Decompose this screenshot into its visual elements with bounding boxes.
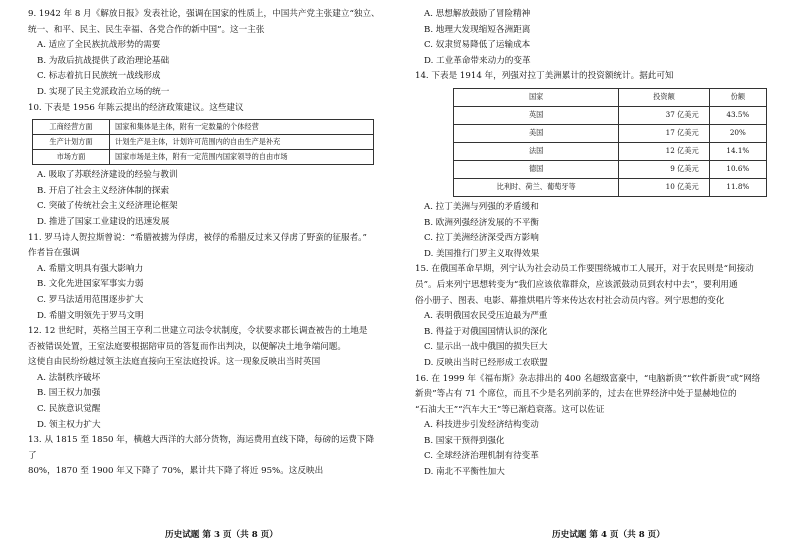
question-12: [28, 324, 380, 433]
question-12-stem-line-1: 12. 12 世纪时，英格兰国王亨利二世建立司法令状制度，令状要求郡长调查被告的土地是: [28, 326, 368, 337]
question-14: [415, 69, 767, 262]
question-15-option-d: D. 反映出当时已经形成工农联盟: [424, 357, 548, 368]
page-3-footer: 历史试题 第 3 页（共 8 页）: [165, 530, 278, 540]
table-cell: 国家市场是主体，附有一定范围内国家领导的自由市场: [110, 150, 374, 165]
question-9-stem-line-2: 统一、和平、民主、民生幸福、各党合作的新中国”。这一主张: [28, 24, 265, 35]
question-13-stem-line-1: 13. 从 1815 至 1850 年，横越大西洋的大部分货物，海运费用直线下降，每磅的运费下降了: [28, 435, 375, 461]
table-cell: 生产计划方面: [33, 135, 110, 150]
question-15-option-b: B. 得益于对俄国国情认识的深化: [424, 326, 548, 337]
table-cell: 11.8%: [709, 178, 766, 196]
table-cell: 英国: [454, 106, 619, 124]
table-cell: 10 亿美元: [619, 178, 709, 196]
question-10-stem: 10. 下表是 1956 年陈云提出的经济政策建议。这些建议: [28, 102, 244, 113]
table-cell: 法国: [454, 142, 619, 160]
question-9-option-b: B. 为敌后抗战提供了政治理论基础: [37, 55, 170, 66]
question-11-option-a: A. 希腊文明具有强大影响力: [37, 263, 144, 274]
table-header-cell: 份额: [709, 88, 766, 106]
question-14-stem: 14. 下表是 1914 年，列强对拉丁美洲累计的投资额统计。据此可知: [415, 71, 674, 82]
question-11-option-d: D. 希腊文明领先于罗马文明: [37, 310, 144, 321]
question-12-option-b: B. 国王权力加强: [37, 388, 101, 399]
table-cell: 14.1%: [709, 142, 766, 160]
table-cell: 美国: [454, 124, 619, 142]
question-16-stem-line-3: “石油大王”“汽车大王”等已渐趋衰落。这可以佐证: [415, 404, 605, 415]
question-15-stem-line-2: 员”。后来列宁思想转变为“我们应该依靠群众，应该派鼓动员到农村中去”，要利用通: [415, 279, 738, 290]
question-14-option-d: D. 美国推行门罗主义取得效果: [424, 248, 540, 259]
question-16-option-a: A. 科技进步引发经济结构变动: [424, 420, 539, 431]
table-header-cell: 投资额: [619, 88, 709, 106]
table-row: [454, 178, 767, 196]
question-13-option-a: A. 思想解放鼓励了冒险精神: [424, 9, 531, 19]
question-11: [28, 231, 380, 325]
question-12-option-c: C. 民族意识觉醒: [37, 404, 101, 415]
table-header-cell: 国家: [454, 88, 619, 106]
question-12-option-a: A. 法制秩序破坏: [37, 372, 101, 383]
question-9-option-a: A. 适应了全民族抗战形势的需要: [37, 40, 161, 51]
question-11-stem-line-1: 11. 罗马诗人贺拉斯曾说：“希腊被掳为俘虏，被俘的希腊反过来又俘虏了野蛮的征服者。”: [28, 232, 367, 243]
question-15-option-a: A. 表明俄国农民受压迫最为严重: [424, 311, 548, 322]
question-14-option-c: C. 拉丁美洲经济深受西方影响: [424, 233, 539, 244]
question-12-stem-line-3: 这使自由民纷纷越过领主法庭直接向王室法庭投诉。这一现象反映出当时英国: [28, 357, 321, 368]
question-12-stem-line-2: 否被错误处置，王室法庭要根据陪审员的答复而作出判决，以便解决土地争端问题。: [28, 341, 346, 352]
table-cell: 43.5%: [709, 106, 766, 124]
question-16-stem-line-2: 新贵”等占有 71 个席位，而且不少是名列前茅的，过去在世界经济中处于显赫地位的: [415, 389, 737, 400]
question-13-options: [415, 7, 767, 69]
question-16-option-b: B. 国家干预得到强化: [424, 435, 505, 446]
question-10: [28, 101, 380, 231]
question-9: [28, 7, 380, 101]
question-13: [28, 433, 380, 480]
question-10-option-a: A. 吸取了苏联经济建设的经验与教训: [37, 170, 178, 181]
question-10-option-c: C. 突破了传统社会主义经济理论框架: [37, 201, 178, 212]
investment-table: [453, 88, 767, 197]
question-16-stem-line-1: 16. 在 1999 年《福布斯》杂志排出的 400 名超级富豪中，“电脑新贵”“软件新贵”或“网络: [415, 373, 761, 384]
page-4-footer: 历史试题 第 4 页（共 8 页）: [552, 530, 665, 540]
table-row: [454, 106, 767, 124]
question-9-option-c: C. 标志着抗日民族统一战线形成: [37, 71, 161, 82]
question-14-option-b: B. 欧洲列强经济发展的不平衡: [424, 217, 539, 228]
table-cell: 工商经营方面: [33, 120, 110, 135]
table-cell: 12 亿美元: [619, 142, 709, 160]
table-row: [454, 142, 767, 160]
question-15-stem-line-3: 俗小册子、图表、电影、幕推烘唱片等来传达农村社会动员内容。列宁思想的变化: [415, 295, 725, 306]
question-9-stem-line-1: 9. 1942 年 8 月《解放日报》发表社论，强调在国家的性质上，中国共产党主张建立“独立、: [28, 9, 380, 19]
table-cell: 市场方面: [33, 150, 110, 165]
policy-table: [32, 119, 374, 165]
question-14-option-a: A. 拉丁美洲与列强的矛盾缓和: [424, 201, 539, 212]
table-row: [454, 124, 767, 142]
table-header-row: [454, 88, 767, 106]
table-cell: 9 亿美元: [619, 160, 709, 178]
table-cell: 37 亿美元: [619, 106, 709, 124]
table-cell: 比利时、荷兰、葡萄牙等: [454, 178, 619, 196]
table-cell: 20%: [709, 124, 766, 142]
question-16: [415, 372, 767, 481]
question-13-option-b: B. 地理大发现缩短各洲距离: [424, 24, 531, 35]
question-15-stem-line-1: 15. 在俄国革命早期，列宁认为社会动员工作要围绕城市工人展开，对于农民则是“间接动: [415, 264, 754, 275]
question-16-option-d: D. 南北不平衡性加大: [424, 467, 505, 478]
table-row: [454, 160, 767, 178]
question-13-option-d: D. 工业革命带来动力的变革: [424, 55, 531, 66]
question-15-option-c: C. 显示出一战中俄国的损失巨大: [424, 342, 548, 353]
question-13-stem-line-2: 80%，1870 至 1900 年又下降了 70%，累计共下降了将近 95%。这反映出: [28, 466, 324, 477]
question-9-option-d: D. 实现了民主党派政治立场的统一: [37, 86, 170, 97]
question-16-option-c: C. 全球经济治理机制有待变革: [424, 451, 539, 462]
table-row: [33, 120, 374, 135]
page-3-column: [28, 7, 380, 480]
question-10-option-d: D. 推进了国家工业建设的迅速发展: [37, 216, 170, 227]
table-row: [33, 135, 374, 150]
table-cell: 17 亿美元: [619, 124, 709, 142]
table-cell: 计划生产是主体，计划许可范围内的自由生产是补充: [110, 135, 374, 150]
question-11-stem-line-2: 作者旨在强调: [28, 248, 80, 259]
question-11-option-c: C. 罗马法适用范围逐步扩大: [37, 294, 144, 305]
table-cell: 10.6%: [709, 160, 766, 178]
question-10-option-b: B. 开启了社会主义经济体制的探索: [37, 185, 170, 196]
table-cell: 德国: [454, 160, 619, 178]
question-13-option-c: C. 奴隶贸易降低了运输成本: [424, 40, 531, 51]
page-4-column: [415, 7, 767, 481]
table-row: [33, 150, 374, 165]
question-11-option-b: B. 文化先进国家军事实力弱: [37, 279, 144, 290]
question-12-option-d: D. 领主权力扩大: [37, 419, 101, 430]
table-cell: 国家和集体是主体，附有一定数量的个体经营: [110, 120, 374, 135]
question-15: [415, 262, 767, 371]
